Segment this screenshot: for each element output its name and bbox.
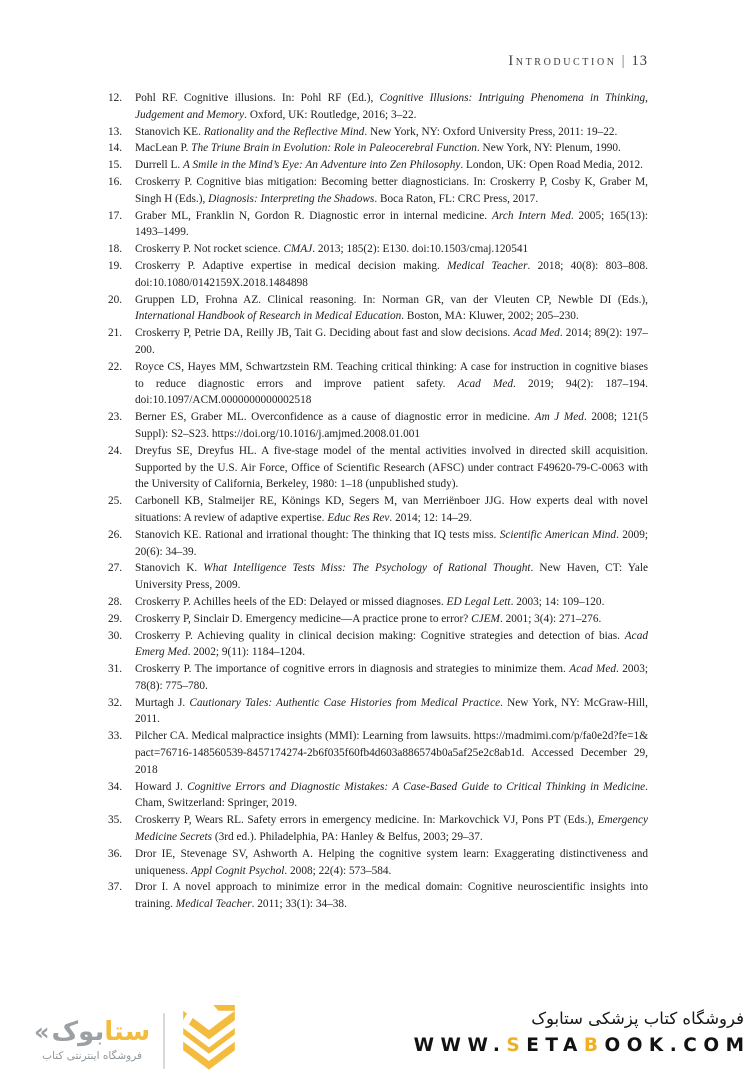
reference-text: Dror IE, Stevenage SV, Ashworth A. Helping the cognitive system learn: Exaggerating distinctiveness and uniqueness. Appl Cognit Psychol. 2008; 22(4): 573–584. — [135, 847, 648, 877]
reference-item — [108, 359, 648, 409]
reference-item — [108, 594, 648, 611]
reference-text: Croskerry P. The importance of cognitive errors in diagnosis and strategies to minimize them. Acad Med. 2003; 78(8): 775–780. — [135, 663, 648, 692]
reference-item — [108, 174, 648, 208]
running-header — [508, 53, 648, 70]
reference-item — [108, 695, 648, 729]
reference-item — [108, 527, 648, 561]
reference-text: Croskerry P. Achilles heels of the ED: Delayed or missed diagnoses. ED Legal Lett. 2003; 14: 109–120. — [135, 595, 605, 608]
reference-item — [108, 325, 648, 359]
reference-text: Croskerry P, Wears RL. Safety errors in emergency medicine. In: Markovchick VJ, Pons PT (Eds.), Emergency Medicine Secrets (3rd ed.). Philadelphia, PA: Hanley & Belfus, 2003; 29–37. — [135, 814, 648, 844]
reference-text: Howard J. Cognitive Errors and Diagnostic Mistakes: A Case-Based Guide to Critical Thinking in Medicine. Cham, Switzerland: Springer, 2019. — [135, 780, 648, 810]
reference-item — [108, 208, 648, 242]
logo-subtitle: فروشگاه اینترنتی کتاب — [42, 1049, 143, 1062]
reference-item — [108, 628, 648, 662]
reference-item — [108, 443, 648, 493]
reference-number: 19. — [108, 259, 123, 272]
reference-number: 30. — [108, 629, 123, 642]
logo-divider — [163, 1013, 165, 1069]
reference-item — [108, 409, 648, 443]
reference-number: 23. — [108, 411, 123, 424]
reference-text: Berner ES, Graber ML. Overconfidence as a cause of diagnostic error in medicine. Am J Med. 2008; 121(5 Suppl): S2–S23. https://doi.org/10.1016/j.amjmed.2008.01.001 — [135, 411, 648, 440]
reference-text: Croskerry P. Cognitive bias mitigation: Becoming better diagnosticians. In: Croskerry P, Cosby K, Graber M, Singh H (Eds.), Diagnosis: Interpreting the Shadows. Boca Raton, FL: CRC Press, 2017. — [135, 175, 648, 205]
reference-number: 24. — [108, 444, 123, 457]
chapter-running-head: Introduction — [508, 53, 617, 69]
reference-number: 13. — [108, 125, 123, 138]
chevron-s-logo-icon — [178, 1005, 240, 1076]
reference-text: Murtagh J. Cautionary Tales: Authentic Case Histories from Medical Practice. New York, NY: McGraw-Hill, 2011. — [135, 696, 648, 726]
reference-item — [108, 241, 648, 258]
reference-item — [108, 812, 648, 846]
reference-number: 35. — [108, 814, 123, 827]
reference-item — [108, 124, 648, 141]
reference-item — [108, 258, 648, 292]
logo-name-fa: ستابوک — [51, 1017, 151, 1048]
footer-banner — [0, 998, 756, 1080]
reference-item — [108, 728, 648, 778]
reference-text: Stanovich K. What Intelligence Tests Miss: The Psychology of Rational Thought. New Haven, CT: Yale University Press, 2009. — [135, 562, 649, 592]
reference-item — [108, 879, 648, 913]
reference-text: Croskerry P. Not rocket science. CMAJ. 2013; 185(2): E130. doi:10.1503/cmaj.120541 — [135, 243, 529, 256]
logo-wordmark-block — [34, 1019, 150, 1061]
reference-number: 34. — [108, 780, 123, 793]
reference-number: 18. — [108, 243, 123, 256]
reference-number: 22. — [108, 360, 123, 373]
reference-text: Durrell L. A Smile in the Mind’s Eye: An Adventure into Zen Philosophy. London, UK: Open Road Media, 2012. — [135, 159, 643, 172]
reference-item — [108, 157, 648, 174]
reference-item — [108, 779, 648, 813]
reference-number: 33. — [108, 730, 123, 743]
setabook-logo — [34, 1005, 240, 1076]
store-info-block — [413, 1009, 751, 1056]
reference-item — [108, 292, 648, 326]
reference-item — [108, 611, 648, 628]
reference-number: 14. — [108, 142, 123, 155]
store-url: WWW.SETABOOK.COM — [413, 1035, 751, 1056]
reference-text: Croskerry P, Petrie DA, Reilly JB, Tait G. Deciding about fast and slow decisions. Acad Med. 2014; 89(2): 197–200. — [135, 327, 649, 356]
reference-text: Croskerry P. Adaptive expertise in medical decision making. Medical Teacher. 2018; 40(8): 803–808. doi:10.1080/0142159X.2018.1484898 — [135, 259, 648, 289]
reference-number: 12. — [108, 92, 123, 104]
reference-text: Gruppen LD, Frohna AZ. Clinical reasoning. In: Norman GR, van der Vleuten CP, Newble DI (Eds.), International Handbook of Research in Medical Education. Boston, MA: Kluwer, 2002; 205–230. — [135, 293, 648, 323]
reference-text: Pohl RF. Cognitive illusions. In: Pohl RF (Ed.), Cognitive Illusions: Intriguing Phenomena in Thinking, Judgement and Memory. Oxford, UK: Routledge, 2016; 3–22. — [135, 92, 648, 121]
reference-text: Carbonell KB, Stalmeijer RE, Könings KD, Segers M, van Merriënboer JJG. How experts deal with novel situations: A review of adaptive expertise. Educ Res Rev. 2014; 12: 14–29. — [135, 495, 648, 524]
reference-item — [108, 493, 648, 527]
reference-text: Dreyfus SE, Dreyfus HL. A five-stage model of the mental activities involved in directed skill acquisition. Supported by the U.S. Air Force, Office of Scientific Research (AFSC) under contract F49620-79-C-0063 with the University of California, Berkeley, 1980: 1–18 (unpublished study). — [135, 444, 648, 491]
guillemet-icon: « — [34, 1018, 50, 1047]
reference-text: Stanovich KE. Rational and irrational thought: The thinking that IQ tests miss. Scientific American Mind. 2009; 20(6): 34–39. — [135, 528, 648, 558]
reference-text: Graber ML, Franklin N, Gordon R. Diagnostic error in internal medicine. Arch Intern Med. 2005; 165(13): 1493–1499. — [135, 209, 648, 239]
reference-text: MacLean P. The Triune Brain in Evolution: Role in Paleocerebral Function. New York, NY: Plenum, 1990. — [135, 142, 621, 155]
logo-wordmark — [34, 1019, 150, 1046]
reference-number: 29. — [108, 612, 123, 625]
reference-item — [108, 661, 648, 695]
reference-number: 27. — [108, 562, 123, 575]
reference-number: 16. — [108, 175, 123, 188]
header-divider: | — [621, 53, 625, 69]
reference-text: Royce CS, Hayes MM, Schwartzstein RM. Teaching critical thinking: A case for instruction in cognitive biases to reduce diagnostic errors and improve patient safety. Acad Med. 2019; 94(2): 187–194. doi:10.1097/ACM.0000000000002518 — [135, 360, 648, 407]
reference-list — [108, 90, 648, 913]
reference-item — [108, 90, 648, 124]
reference-item — [108, 560, 648, 594]
reference-number: 36. — [108, 847, 123, 860]
reference-item — [108, 140, 648, 157]
reference-number: 28. — [108, 595, 123, 608]
reference-item — [108, 846, 648, 880]
reference-text: Pilcher CA. Medical malpractice insights (MMI): Learning from lawsuits. https://madmimi.com/p/fa0e2d?fe=1&pact=76716-148560539-8457174274-2b6f035f60fb4d603a886574b0a5af25e2c8ab1d. Accessed December 29, 2018 — [135, 730, 648, 776]
reference-number: 32. — [108, 696, 123, 709]
reference-text: Dror I. A novel approach to minimize error in the medical domain: Cognitive neuroscientific insights into training. Medical Teacher. 2011; 33(1): 34–38. — [135, 881, 648, 911]
reference-text: Stanovich KE. Rationality and the Reflective Mind. New York, NY: Oxford University Press, 2011: 19–22. — [135, 125, 618, 138]
reference-number: 20. — [108, 293, 123, 306]
reference-text: Croskerry P. Achieving quality in clinical decision making: Cognitive strategies and detection of bias. Acad Emerg Med. 2002; 9(11): 1184–1204. — [135, 629, 648, 659]
reference-text: Croskerry P, Sinclair D. Emergency medicine—A practice prone to error? CJEM. 2001; 3(4): 271–276. — [135, 612, 602, 625]
reference-number: 17. — [108, 209, 123, 222]
store-title-fa: فروشگاه کتاب پزشکی ستابوک — [531, 1009, 744, 1028]
reference-number: 25. — [108, 495, 123, 508]
page-number: 13 — [631, 53, 648, 69]
reference-number: 26. — [108, 528, 123, 541]
reference-number: 15. — [108, 159, 123, 172]
reference-number: 31. — [108, 663, 123, 676]
reference-number: 37. — [108, 881, 123, 894]
reference-number: 21. — [108, 327, 123, 340]
